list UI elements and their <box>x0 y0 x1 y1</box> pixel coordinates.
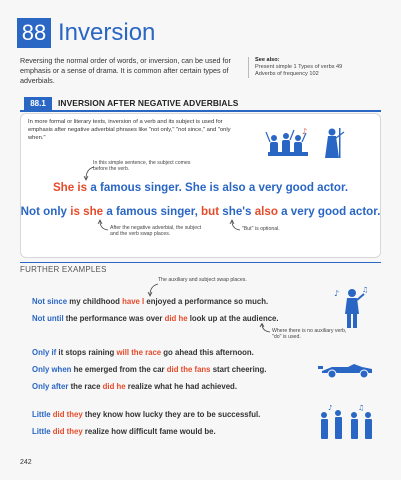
audience-illustration <box>262 124 352 166</box>
further-rule <box>20 262 381 263</box>
note-simple-sentence: In this simple sentence, the subject comes before the verb. <box>93 160 191 173</box>
note-arrow <box>258 323 272 335</box>
sentence-part: a very good actor. <box>277 205 381 218</box>
see-also-heading: See also: <box>255 57 280 63</box>
section-explanation: In more formal or literary texts, inversion of a verb and its subject is used for emphasis after negative adverbial phrases like "not only," "not since," and "only when." <box>28 119 231 141</box>
svg-text:♫: ♫ <box>362 286 369 294</box>
example-line: Only if it stops raining will the race go ahead this afternoon. <box>32 348 254 357</box>
singer-icon <box>332 284 372 330</box>
note-arrow <box>228 219 242 233</box>
unit-title: Inversion <box>58 19 156 46</box>
note-do-used: Where there is no auxiliary verb, "do" is used. <box>272 328 347 341</box>
note-arrow <box>146 282 160 298</box>
further-examples-title: FURTHER EXAMPLES <box>20 265 107 274</box>
subject-verb: She is <box>52 181 88 194</box>
see-also-line[interactable]: Adverbs of frequency 102 <box>255 71 319 77</box>
note-auxiliary-swap: The auxiliary and subject swap places. <box>158 277 247 283</box>
note-swap: After the negative adverbial, the subject and the verb swap places. <box>110 225 202 238</box>
svg-text:♫: ♫ <box>358 404 365 412</box>
sentence-part: a famous singer, <box>103 205 202 218</box>
svg-text:♪: ♪ <box>302 127 308 136</box>
svg-text:♪: ♪ <box>328 404 333 412</box>
intro-text: Reversing the normal order of words, or inversion, can be used for emphasis or a sense of drama. It is common after certain types of adverbials. <box>20 56 231 85</box>
example-line: Not until the performance was over did he look up at the audience. <box>32 314 279 323</box>
note-arrow <box>96 219 110 233</box>
inverted-verb-subject: is she <box>70 205 104 218</box>
race-car-icon <box>318 359 376 379</box>
also-word: also <box>254 205 278 218</box>
sentence-part: she's <box>219 205 255 218</box>
page-number: 242 <box>20 459 32 466</box>
section-number: 88.1 <box>24 97 52 110</box>
sentence-rest: a famous singer. She is also a very good actor. <box>87 181 349 194</box>
unit-number-box: 88 <box>17 18 51 48</box>
optional-but: but <box>201 205 220 218</box>
example-line: Little did they they know how lucky they are to be successful. <box>32 410 261 419</box>
example-line: Little did they realize how difficult fame would be. <box>32 427 216 436</box>
see-also-box <box>248 57 375 78</box>
example-line: Not since my childhood have I enjoyed a performance so much. <box>32 297 269 306</box>
negative-adverbial: Not only <box>20 205 71 218</box>
band-icon <box>316 403 378 445</box>
example-sentence-2 <box>0 205 401 218</box>
example-sentence-1 <box>0 181 401 194</box>
section-rule <box>20 110 381 112</box>
section-title: INVERSION AFTER NEGATIVE ADVERBIALS <box>58 98 239 108</box>
example-line: Only after the race did he realize what he had achieved. <box>32 382 237 391</box>
example-line: Only when he emerged from the car did the fans start cheering. <box>32 365 267 374</box>
note-but-optional: "But" is optional. <box>242 226 280 232</box>
see-also-line[interactable]: Present simple 1 Types of verbs 49 <box>255 64 343 70</box>
svg-text:♪: ♪ <box>334 289 340 298</box>
